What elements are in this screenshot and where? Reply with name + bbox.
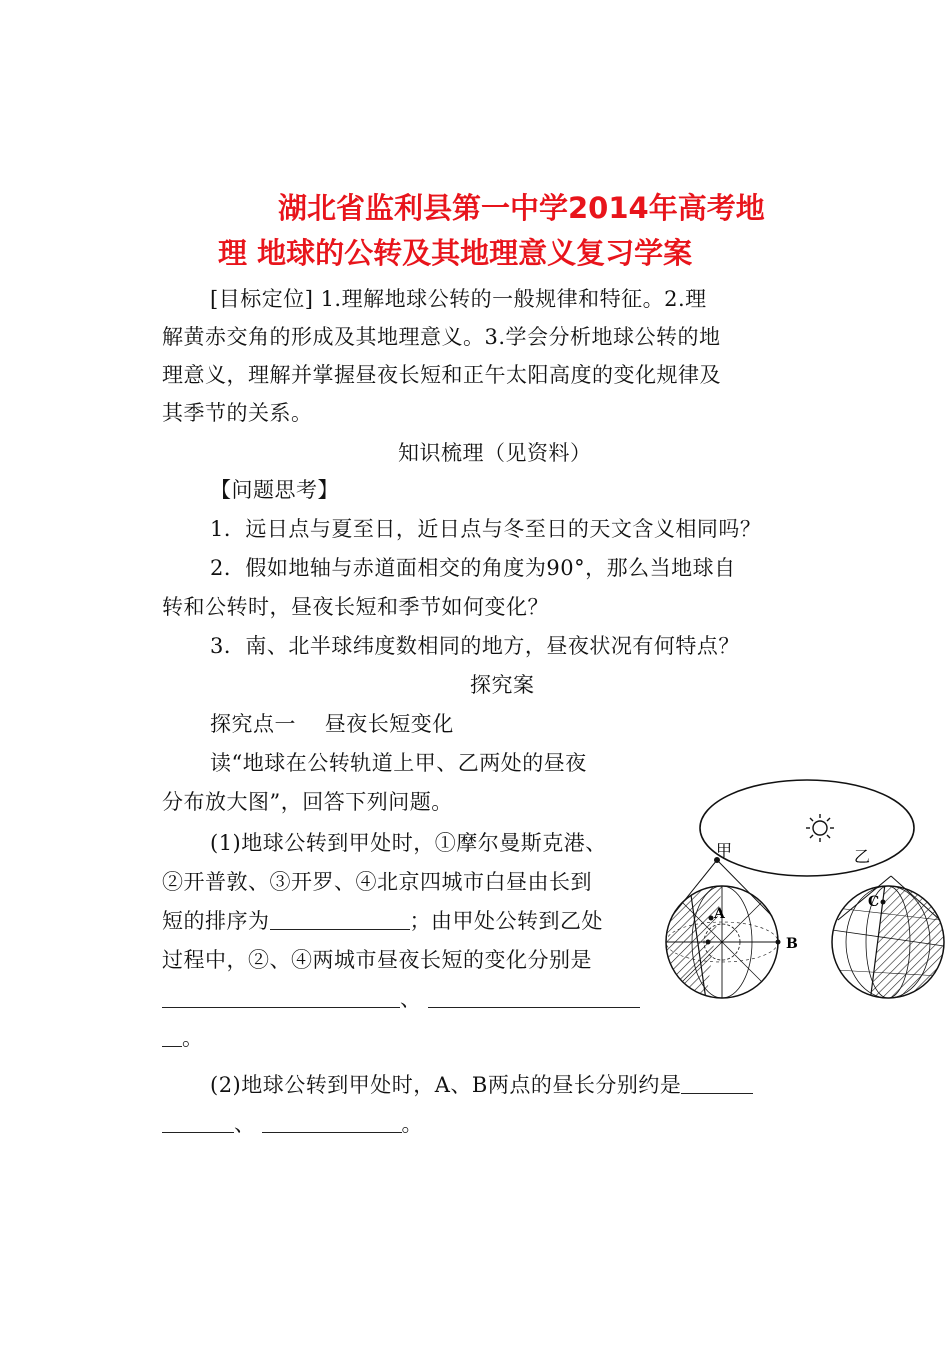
goals-line3: 理意义，理解并掌握昼夜长短和正午太阳高度的变化规律及 [162, 363, 721, 387]
goals-line1 [210, 280, 810, 318]
knowledge-heading: 知识梳理（见资料） [398, 441, 592, 465]
jia-label: 甲 [716, 841, 733, 860]
goals-line4: 其季节的关系。 [162, 401, 313, 425]
questions-heading: 【问题思考】 [210, 478, 339, 502]
item1-line6 [162, 1019, 204, 1057]
answer-blank-3[interactable] [428, 983, 640, 1008]
answer-blank-4-cont[interactable] [162, 1108, 234, 1133]
item2-line2-sep: 、 [234, 1112, 256, 1136]
explore-heading: 探究案 [470, 673, 535, 697]
question-2-line1: 2．假如地轴与赤道面相交的角度为90°，那么当地球自 [210, 556, 736, 580]
item2-line1-pre: (2)地球公转到甲处时，A、B两点的昼长分别约是 [210, 1073, 682, 1097]
item2-line2 [162, 1105, 423, 1143]
item1-line4: 过程中，②、④两城市昼夜长短的变化分别是 [162, 948, 592, 972]
answer-blank-2[interactable] [162, 983, 400, 1008]
item1-line5 [162, 980, 652, 1018]
read-line1: 读“地球在公转轨道上甲、乙两处的昼夜 [210, 751, 587, 775]
goals-line2: 解黄赤交角的形成及其地理意义。3.学会分析地球公转的地 [162, 325, 721, 349]
read-line2: 分布放大图”，回答下列问题。 [162, 790, 453, 814]
answer-blank-4[interactable] [681, 1069, 753, 1094]
document-title-line2: 理 地球的公转及其地理意义复习学案 [218, 236, 693, 270]
goals-label: [目标定位] [210, 287, 314, 311]
item1-line3-post: ；由甲处公转到乙处 [409, 909, 603, 933]
yi-label: 乙 [854, 847, 871, 866]
point-c-label: C [868, 894, 880, 910]
sun-icon [806, 814, 834, 842]
explore-point: 探究点一 昼夜长短变化 [210, 712, 454, 736]
globe-jia [666, 886, 798, 1000]
item1-line5-sep: 、 [400, 987, 422, 1011]
question-3: 3．南、北半球纬度数相同的地方，昼夜状况有何特点？ [210, 634, 740, 658]
item1-line6-end: 。 [182, 1026, 204, 1050]
answer-blank-1[interactable] [270, 905, 410, 930]
answer-blank-3-cont[interactable] [162, 1022, 182, 1047]
item2-line1 [210, 1066, 810, 1104]
item1-line2: ②开普敦、③开罗、④北京四城市白昼由长到 [162, 870, 592, 894]
item1-line1: (1)地球公转到甲处时，①摩尔曼斯克港、 [210, 831, 607, 855]
question-2-line2: 转和公转时，昼夜长短和季节如何变化？ [162, 595, 549, 619]
question-1: 1．远日点与夏至日，近日点与冬至日的天文含义相同吗？ [210, 517, 762, 541]
item1-line3-pre: 短的排序为 [162, 909, 270, 933]
point-a-label: A [714, 906, 725, 922]
goals-text1: 1.理解地球公转的一般规律和特征。2.理 [313, 287, 707, 311]
globe-yi [832, 884, 950, 1002]
document-title-line1: 湖北省监利县第一中学2014年高考地 [278, 191, 765, 225]
item2-line2-end: 。 [401, 1112, 423, 1136]
item1-line3 [162, 902, 652, 940]
earth-revolution-diagram [660, 770, 950, 1020]
point-b-label: B [786, 936, 798, 952]
answer-blank-5[interactable] [262, 1108, 402, 1133]
